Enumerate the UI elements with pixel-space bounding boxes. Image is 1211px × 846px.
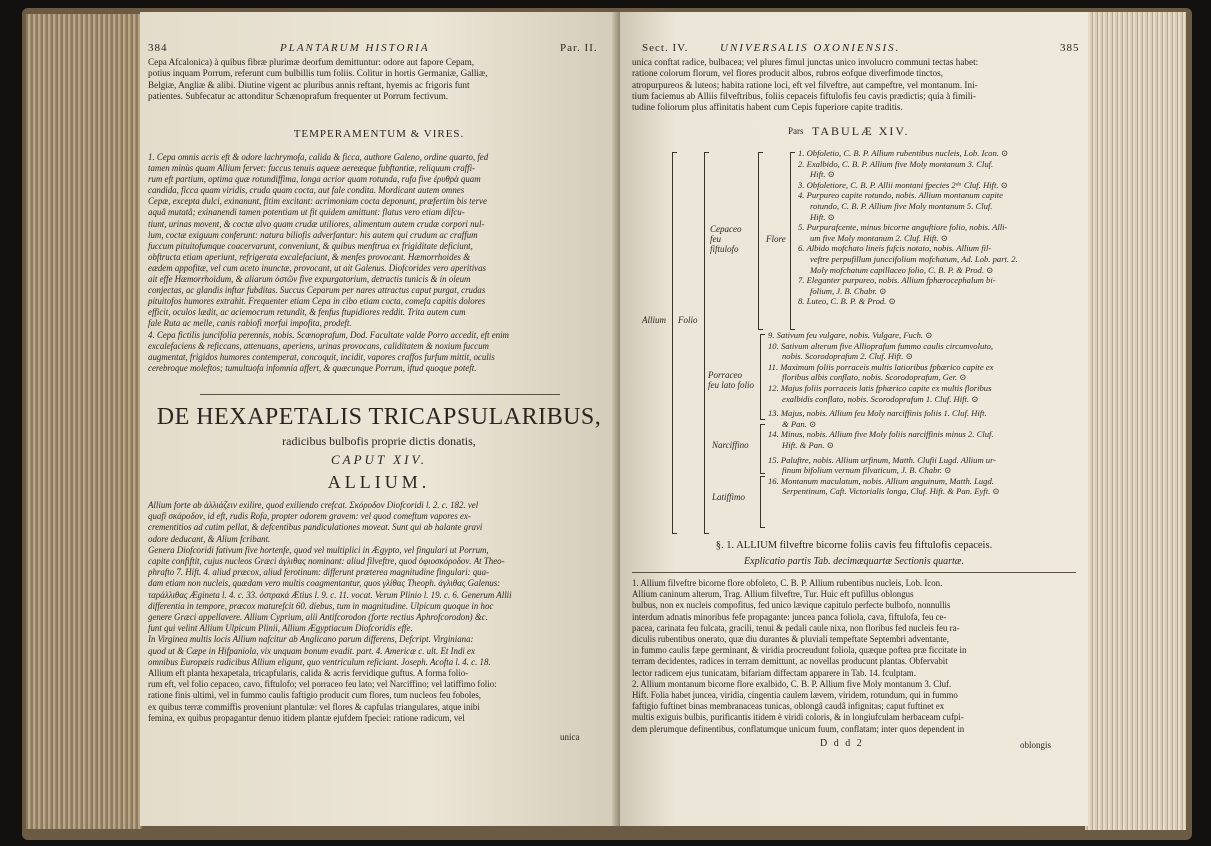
left-intro <box>148 57 614 102</box>
text-line: diculis rubentibus onerato, quæ diu durantes & pluviali tempeftate Septembri adventante, <box>632 634 949 645</box>
table-line: 8. Luteo, C. B. P. & Prod. ⊙ <box>798 296 896 307</box>
section-1-heading: §. 1. ALLIUM filveftre bicorne foliis cavis feu fiftulofis cepaceis. <box>715 540 993 551</box>
left-page-edges <box>26 14 142 829</box>
table-line: 15. Paluftre, nobis. Allium urfinum, Matth. Clufii Lugd. Allium ur- <box>768 454 997 465</box>
text-line: lum, coctæ exiguum conferunt: natura biliofis adverfantur: his autem qui crudum ac craffum <box>148 229 478 240</box>
table-pars-label: Pars <box>788 126 804 136</box>
table-title: TABULÆ XIV. <box>812 124 910 138</box>
right-page <box>620 12 1088 826</box>
text-line: aquâ mutatâ; exinanendi tamen potentiam ut fit quidem amittunt: flatus vero etiam difcu- <box>148 207 465 218</box>
left-part-label: Par. II. <box>560 42 598 54</box>
text-line: femina, ex quibus propagantur denuo itidem plantæ ejufdem fpeciei: ratione radicum, vel <box>148 712 465 723</box>
table-line: finum bifolium vernum filvaticum, J. B. Chabr. ⊙ <box>782 465 952 476</box>
text-line: 1. Cepa omnis acris eft & odore lachrymofa, calida & ficca, authore Galeno, ordine quarto, fed <box>148 152 489 162</box>
text-line: bulbus, non ex nucleis compofitus, fed unico lævique capitulo perfecte bulbofo, nonnullis <box>632 600 951 611</box>
table-line: Hift. & Pan. ⊙ <box>782 439 834 450</box>
text-line: ratione colorum florum, vel flores producit albos, rubros eofque diverfimode tinctos, <box>632 68 944 79</box>
right-page-edges <box>1085 12 1186 830</box>
text-line: tiunt, urinas movent, & coctæ alvo quam crudæ utiliores, alimentum autem crudæ corpori nul- <box>148 218 485 229</box>
text-line: Allium forte ab ἀλλιάζειν exilire, quod exiliendo crefcat. Σκόροδον Diofcoridi l. 2. c. 182. vel <box>148 500 479 510</box>
tree-label-cepaceo: Cepaceo feu fiftulofo <box>710 224 742 254</box>
text-line: Allium caninum alterum, Trag. Allium filveftre, Tur. Huic eft pufillus oblongus <box>632 589 914 600</box>
text-line: Belgiæ, Angliæ & alibi. Diutine vigent ac pluribus annis reftant, hyemis ac frigoris funt <box>148 79 470 90</box>
text-line: ait effe Hæmorrhoidum, & aliarum ὀστῶν five expurgatorium, detractis tunicis & in oleum <box>148 274 471 285</box>
text-line: excalefaciens & reficcans, attenuans, aperiens, urinas provocans, caliditatem & noxium fuccum <box>148 340 489 351</box>
text-line: in fummo caulis fæpe germinant, & viridia procreudunt foliola, quæque poftea præ ficcitate in <box>632 645 967 656</box>
left-catchword: unica <box>560 732 580 742</box>
text-line: potius inquam Porrum, referunt cum bulbillis tum foliis. Colitur in hortis Germaniæ, Galliæ, <box>148 68 488 79</box>
table-line: Serpentinum, Caft. Victorialis longa, Cluf. Hift. & Pan. Eyft. ⊙ <box>782 486 1000 497</box>
chapter-subtitle: radicibus bulbofis proprie dictis donatis, <box>282 434 476 448</box>
temperamentum-heading: TEMPERAMENTUM & VIRES. <box>293 128 465 140</box>
bracket-flore <box>790 152 795 330</box>
table-flore-entries <box>798 148 1082 307</box>
table-line: 7. Eleganter purpureo, nobis. Allium fphærocephalum bi- <box>798 275 996 286</box>
table-line: floribus albis conflato, nobis. Scorodoprafum, Ger. ⊙ <box>782 372 967 383</box>
section-rule <box>200 394 560 395</box>
table-line: 11. Maximum foliis porraceis multis latioribus fphærico capite ex <box>768 361 994 372</box>
tree-label-narcissino: Narciffino <box>712 440 749 450</box>
text-line: tium faciemus ab Alliis filveftribus, foliis cepaceis fiftulofis feu cavis prædictis; quia à fimili- <box>632 90 976 101</box>
table-line: um five Moly montanum 2. Cluf. Hift. ⊙ <box>810 232 949 243</box>
text-line: rum eft partium, optima quæ rotundiffima, longa acrior quam rotunda, rufa five ἐρυθρὰ quam <box>148 174 481 185</box>
table-line: 2. Exalbido, C. B. P. Allium five Moly montanum 3. Cluf. <box>798 158 994 169</box>
table-line: exalbidis conflato, nobis. Scorodoprafum 1. Cluf. Hift. ⊙ <box>782 393 979 404</box>
text-line: atropurpureos & luteos; habita ratione loci, eft vel filveftre, aut campeftre, vel montanum. Ini- <box>632 79 978 90</box>
table-line: Moly mofchatum capillaceo folio, C. B. P. & Prod. ⊙ <box>810 264 994 275</box>
table-line: 4. Purpureo capite rotundo, nobis. Allium montanum capite <box>798 190 1003 201</box>
table-line: 3. Obfoletiore, C. B. P. Allii montani fpecies 2ᵈᵃ Cluf. Hift. ⊙ <box>798 179 1008 190</box>
text-line: ratione finis ultimi, vel in fummo caulis faftigio producit cum flores, tum nucleos feu foboles, <box>148 690 481 701</box>
text-line: fuccum pituitofumque coacervarunt, conveniunt, & quibus menftrua ex frigiditate deficiunt, <box>148 240 473 251</box>
text-line: quod ut & Cæpe in Hifpaniola, vix unquam bonum evadit. part. 4. Americæ c. ult. Et Indi ex <box>148 645 475 656</box>
table-line: Hift. ⊙ <box>810 169 835 180</box>
text-line: interdum adnatis minoribus fefe propagante: juncea panca foliola, cava, fiftulofa, feu ce- <box>632 611 947 622</box>
table-line: 5. Purpurafcente, minus bicorne anguftiore folio, nobis. Alli- <box>798 222 1008 233</box>
tree-label-allium: Allium <box>642 315 666 325</box>
bracket-allium <box>672 152 677 534</box>
text-line: phrafto 7. Hift. 4. aliud præcox, aliud ferotinum: differunt præterea magnitudine fingulari: qua- <box>148 567 490 578</box>
bracket-cepaceo <box>758 152 763 330</box>
text-line: rum eft, vel folio cepaceo, cavo, fiftulofo; vel porraceo feu lato; vel Narciffino; vel latiffimo folio: <box>148 679 497 690</box>
text-line: crementitios ad cutim pellat, & defcentibus pandiculationes moveat. Sunt qui ab halante gravi <box>148 522 483 533</box>
table-line: 9. Sativum feu vulgare, nobis. Vulgare, Fuch. ⊙ <box>768 330 933 340</box>
text-line: tudine foliorum plus affinitatis habent cum Cepis fuperiore capite traditis. <box>632 102 903 113</box>
text-line: Genera Diofcoridi fativum five hortenfe, quod vel multiplici in Ægypto, vel fingulari ut Porrum, <box>148 544 489 555</box>
text-line: dam etiam non nucleis, quædam vero multis coagmentantur, quos γλίθας Theoph. ἀγλιθας Galenus: <box>148 578 501 589</box>
text-line: Cepæ, excepta dulci, exinanunt, fitim excitant: acrimoniam cocta deponunt, præfertim bis terve <box>148 196 487 207</box>
table-line: 1. Obfoletio, C. B. P. Allium rubentibus nucleis, Lob. Icon. ⊙ <box>798 148 1009 158</box>
text-line: multis exiguis bulbis, purificantis itidem è viridi coloris, & in longiufculam herbaceam cufpi- <box>632 712 964 723</box>
table-line: 13. Majus, nobis. Allium feu Moly narciffinis foliis 1. Cluf. Hift. <box>768 408 987 419</box>
table-line: 10. Sativum alterum five Allioprafum fummo caulis circumvoluto, <box>768 340 994 351</box>
text-line: obftructa etiam aperiunt, refrigerata excalefaciunt, & menfes provocant. Hæmorrhoides & <box>148 251 471 262</box>
text-line: genere Græci appellavere. Allium Cyprium, alii Antifcorodon (forte rectius Aphrofcorodon) &c. <box>148 612 488 623</box>
text-line: 2. Allium montanum bicorne flore exalbido, C. B. P. Allium five Moly montanum 3. Cluf. <box>632 678 952 689</box>
text-line: Hift. Folia habet juncea, viridia, cingentia caulem lævem, viridem, rotundum, qui in fummo <box>632 690 958 701</box>
table-line: Hift. ⊙ <box>810 211 835 222</box>
text-line: 1. Allium filveftre bicorne flore obfoleto, C. B. P. Allium rubentibus nucleis, Lob. Icon. <box>632 578 943 588</box>
text-line: augmentat, frigidos humores contemperat, concoquit, incidit, vapores craffos furfum mittit, oculis <box>148 351 495 362</box>
vires-text <box>148 152 614 374</box>
text-line: 4. Cepa fictilis juncifolia perennis, nobis. Scœnoprafum, Dod. Facultate valde Porro accedit, eft enim <box>148 329 509 340</box>
right-intro <box>632 57 1072 113</box>
bracket-porraceo <box>760 334 765 420</box>
right-running-title: UNIVERSALIS OXONIENSIS. <box>720 42 901 54</box>
text-line: lector radicem ejus tunicatam, bifariam diffectam apparere in Tab. 14. fculptam. <box>632 667 916 678</box>
text-line: funt qui velint Allium Ulpicum Plinii, Allium Ægyptiacum Diofcoridis effe. <box>148 623 413 634</box>
text-line: ταράλλιθας Ægineta l. 4. c. 33. ὀστρακά Ætius l. 9. c. 11. vocat. Verum Plinio l. 19. c. 6. Generum Allii <box>148 589 512 600</box>
text-line: ex quibus terræ commiffis proveniunt plantulæ: vel flores & capfulas triangulares, atque inibi <box>148 701 480 712</box>
tree-label-folio: Folio <box>678 315 698 325</box>
text-line: fale Ruta ac melle, canis rabiofi morfui impofita, prodeft. <box>148 318 352 329</box>
text-line: omnibus Europæis radicibus Allium eligunt, quo ventriculum reficiant. Joseph. Acofta l. 4. c. 18. <box>148 656 491 667</box>
text-line: faftigio fuftinet binas membranaceas tunicas, oblongâ caudâ infignitas; caput fuftinet ex <box>632 701 945 712</box>
text-line: odore deducant, & Alium fcribant. <box>148 533 271 544</box>
table-line: & Pan. ⊙ <box>782 418 817 429</box>
table-line: veftre perpufillum junccifolium mofchatum, Ad. Lob. part. 2. <box>810 253 1018 264</box>
tree-label-latissimo: Latiffimo <box>712 492 746 502</box>
left-page-number: 384 <box>148 42 168 54</box>
left-page <box>140 12 618 826</box>
section-1-subheading: Explicatio partis Tab. decimæquartæ Sectionis quartæ. <box>744 556 964 567</box>
table-line: 6. Albido mofchato lineis fufcis notato, nobis. Allium fil- <box>798 243 992 254</box>
left-running-title: PLANTARUM HISTORIA <box>280 42 430 54</box>
text-line: patientes. Subfecatur ac attonditur Schænoprafum frequenter ut Porrum fectivum. <box>148 90 449 101</box>
text-line: In Virginea multis locis Allium nafcitur ab Anglicano parum differens, Defcript. Virginiana: <box>148 634 474 645</box>
table-other-entries <box>768 330 1082 497</box>
text-line: eædem appofitæ, vel cum aceto inunctæ, provocant, ut ait Galenus. Diofcorides vero aperitivas <box>148 262 487 273</box>
text-line: conjectas, ac glandis inftar fubditas. Succus Ceparum per nares attractus caput purgat, crudas <box>148 285 486 296</box>
bracket-folio <box>704 152 709 534</box>
signature-mark: D d d 2 <box>820 738 864 749</box>
text-line: Cepa Afcalonica) à quibus fibræ plurimæ deorfum demittuntur: odore aut fapore Cepam, <box>148 57 475 67</box>
right-page-number: 385 <box>1060 42 1080 54</box>
text-line: unica conftat radice, bulbacea; vel plures fimul junctas unico involucro communi tectas habet: <box>632 57 979 67</box>
text-line: terram decidentes, radices in terram demittunt, ac novellas producunt plantas. Obfervabit <box>632 656 948 667</box>
table-line: 16. Montanum maculatum, nobis. Allium anguinum, Matth. Lugd. <box>768 475 994 486</box>
text-line: cerebroque moleftos; tumultuofa infomnia affert, & quæcunque Porrum, iftud quoque poteft. <box>148 362 477 373</box>
right-catchword: oblongis <box>1020 740 1052 750</box>
text-line: candida, ficca quam viridis, cruda quam cocta, aut fale condita. Mordicant autem omnes <box>148 185 465 196</box>
text-line: efficit, oculos lædit, ac aciemocrum retundit, & fenfus ftupidiores reddit. Trita autem cum <box>148 307 466 318</box>
right-section-label: Sect. IV. <box>642 42 689 54</box>
table-line: 12. Majus foliis porraceis latis fphærico capite ex multis floribus <box>768 382 992 393</box>
allium-heading: ALLIUM. <box>327 472 431 492</box>
tree-label-porraceo: Porraceo feu lato folio <box>708 370 754 390</box>
table-line: rotundo, C. B. P. Allium five Moly montanum 5. Cluf. <box>810 200 993 211</box>
text-line: differentia in tempore, præcox maturefcit 60. diebus, tum in magnitudine. Ulpicum quoque in hoc <box>148 600 494 611</box>
text-line: Allium eft planta hexapetala, tricapfularis, calida & acris fervidique guftus. A forma folio- <box>148 668 469 679</box>
table-line: folium, J. B. Chabr. ⊙ <box>810 285 887 296</box>
tree-label-flore: Flore <box>766 234 786 244</box>
text-line: tamen minùs quam Allium fervet: fuccus tenuis aqueæ aereæque fubftantiæ, reliquum craffi- <box>148 163 476 174</box>
text-line: pacea, carinata feu fulcata, gracili, tenui & pedali caule nixa, non floribus fed nucleis feu ra- <box>632 622 960 633</box>
caput-heading: CAPUT XIV. <box>331 452 427 467</box>
table-line: 14. Minus, nobis. Allium five Moly foliis narciffinis minus 2. Cluf. <box>768 429 994 440</box>
section-rule <box>632 572 1076 573</box>
text-line: capite confiftit, cujus nucleos Græci ἀγλιθας nominant: aliud filveftre, quod ὀφιοσκόροδον. At Theo- <box>148 556 505 567</box>
table-line: nobis. Scorodoprafum 2. Cluf. Hift. ⊙ <box>782 351 913 362</box>
bracket-latissimo <box>760 476 765 528</box>
bracket-narcissino <box>760 424 765 474</box>
allium-body <box>148 500 614 724</box>
text-line: pituitofos humores extrahit. Frequenter etiam Cepa in cibo etiam cocta, comefa capitis dolores <box>148 296 486 307</box>
text-line: quafi σκάροδον, id eft, rudis Rofa, propter odorem gravem: vel quod comeftum vapores ex- <box>148 511 471 522</box>
text-line: dem plerumque definentibus, conflatumque unicum fuum, conflatam; inter quos dependent in <box>632 723 965 734</box>
chapter-title: DE HEXAPETALIS TRICAPSULARIBUS, <box>156 404 602 430</box>
right-body <box>632 578 1076 735</box>
